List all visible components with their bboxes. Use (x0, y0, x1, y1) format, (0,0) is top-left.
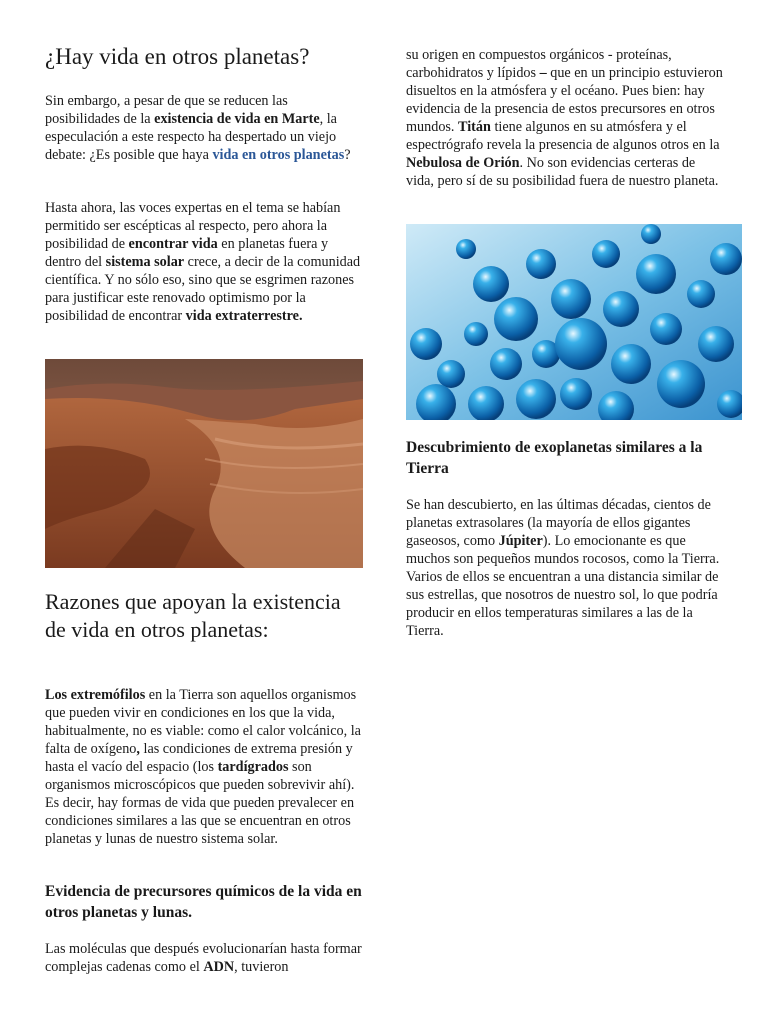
text: en la Tierra son aquellos organismos que pueden vivir en condiciones en los que la vida, habitualmente, no es viable: como el calor volcánico, la falta de oxígeno (45, 687, 361, 757)
bold-text: ADN (203, 959, 235, 975)
text: son organismos microscópicos que pueden sobrevivir ahí). Es decir, hay formas de vida que pueden prevalecer en condiciones similares a las que se encuentran en otros planetas y lunas de nuestro sistema solar. (45, 759, 355, 847)
text: ? (344, 147, 351, 163)
bold-text: vida extraterrestre. (185, 308, 303, 324)
bold-text: , (136, 741, 140, 757)
text: su origen en compuestos orgánicos - proteínas, carbohidratos y lípidos (406, 47, 672, 81)
paragraph-extremophiles (45, 686, 363, 848)
text: Las moléculas que después evolucionarían hasta formar complejas cadenas como el (45, 941, 362, 975)
text: tiene algunos en su atmósfera y el espectrógrafo revela la presencia de algunos otros en la (406, 119, 720, 153)
bold-text: existencia de vida en Marte (154, 111, 320, 127)
bold-text: Los extremófilos (45, 687, 146, 703)
spheres-illustration (406, 224, 742, 420)
text: ). Lo emocionante es que muchos son pequeños mundos rocosos, como la Tierra. Varios de ellos se encuentran a una distancia similar de sus estrellas, que nosotros de nuestro sol, lo que podría producir en ellos temperaturas similares a las de la Tierra. (406, 533, 720, 639)
paragraph-exoplanets (406, 496, 728, 640)
article-title: ¿Hay vida en otros planetas? (45, 44, 310, 69)
bold-text: – (539, 65, 547, 81)
paragraph-origin (406, 46, 726, 190)
paragraph-molecules (45, 940, 363, 976)
subheading-exoplanetas: Descubrimiento de exoplanetas similares a la Tierra (406, 439, 703, 477)
molecules-spheres-image (406, 224, 742, 420)
text: crece, a decir de la comunidad científica. Y no sólo eso, sino que se esgrimen razones para justificar este renovado optimismo por la posibilidad de encontrar (45, 254, 361, 324)
text: , la especulación a este respecto ha despertado un viejo debate: ¿Es posible que haya (45, 111, 337, 163)
paragraph-experts (45, 199, 363, 325)
bold-text: sistema solar (105, 254, 185, 270)
section-title: Razones que apoyan la existencia de vida en otros planetas: (45, 589, 341, 642)
text: que en un principio estuvieron disueltos en la atmósfera y el océano. Pues bien: hay evidencia de la presencia de estos precursores en otros mundos. (406, 65, 723, 135)
link-vida-otros-planetas[interactable]: vida en otros planetas (212, 147, 345, 163)
text: Sin embargo, a pesar de que se reducen las posibilidades de la (45, 93, 288, 127)
mars-landscape-image (45, 359, 363, 568)
mars-landscape-illustration (45, 359, 363, 568)
subheading-precursores: Evidencia de precursores químicos de la vida en otros planetas y lunas. (45, 883, 362, 921)
bold-text: encontrar vida (128, 236, 218, 252)
text: las condiciones de extrema presión y hasta el vacío del espacio (los (45, 741, 353, 775)
text: en planetas fuera y dentro del (45, 236, 329, 270)
text: . No son evidencias certeras de vida, pero sí de su posibilidad fuera de nuestro planeta. (406, 155, 719, 189)
bold-text: Júpiter (498, 533, 543, 549)
paragraph-intro (45, 92, 363, 164)
bold-text: Nebulosa de Orión (406, 155, 520, 171)
text: Se han descubierto, en las últimas décadas, cientos de planetas extrasolares (la mayoría de ellos gigantes gaseosos, como (406, 497, 711, 549)
bold-text: Titán (458, 119, 491, 135)
text: Hasta ahora, las voces expertas en el tema se habían permitido ser escépticas al respecto, pero ahora la posibilidad de (45, 200, 341, 252)
bold-text: tardígrados (217, 759, 289, 775)
text: , tuvieron (234, 959, 289, 975)
